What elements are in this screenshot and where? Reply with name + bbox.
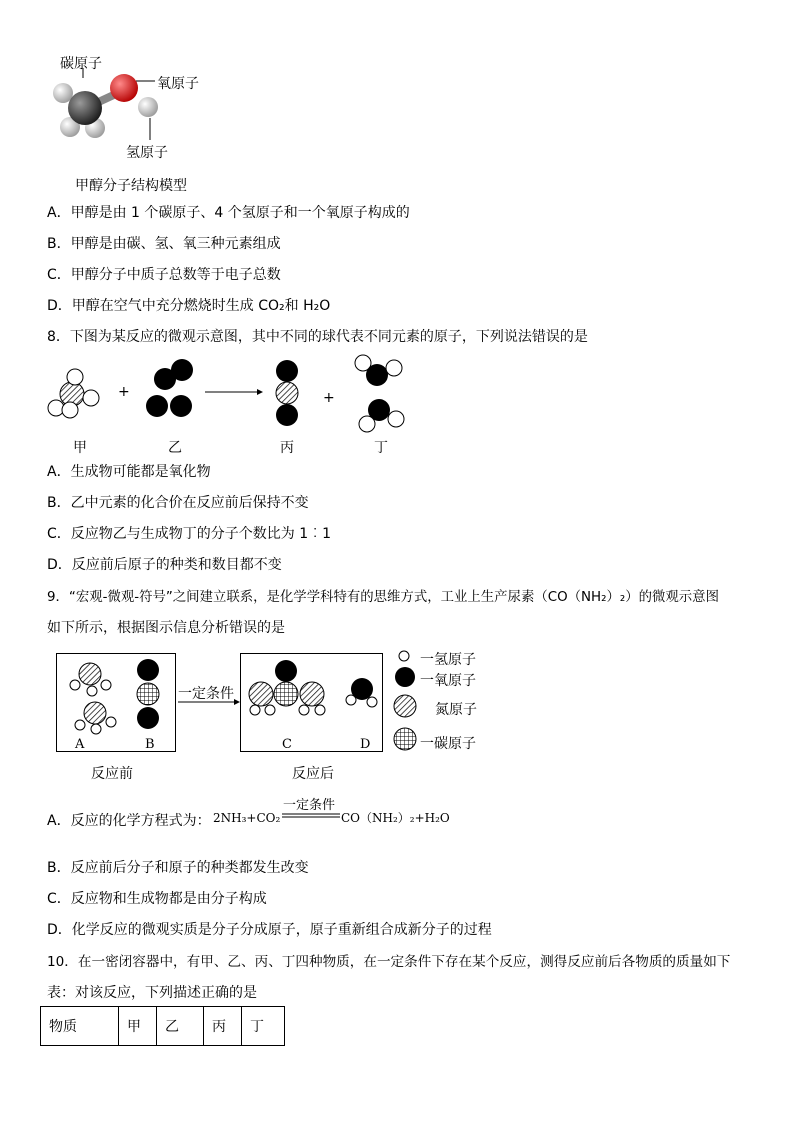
q7-option-b: B．甲醇是由碳、氢、氧三种元素组成 [47, 236, 281, 252]
label-oxygen-atom: 氧原子 [157, 76, 199, 92]
q8-option-d: D．反应前后原子的种类和数目都不变 [47, 557, 282, 573]
q9-equation-double-line [282, 813, 342, 819]
q7-option-d: D．甲醇在空气中充分燃烧时生成 CO₂和 H₂O [47, 298, 331, 314]
q8-option-a: A．生成物可能都是氧化物 [47, 464, 211, 480]
q9-label-b: B [145, 737, 155, 752]
q8-label-bing: 丙 [280, 440, 294, 456]
q10-stem-line2: 表：对该反应，下列描述正确的是 [47, 985, 257, 1001]
table-cell-ding: 丁 [242, 1007, 285, 1046]
q9-label-c: C [282, 737, 292, 752]
q9-stem-line2: 如下所示，根据图示信息分析错误的是 [47, 620, 285, 636]
q8-label-ding: 丁 [374, 440, 388, 456]
label-carbon-atom: 碳原子 [60, 56, 102, 72]
q9-caption-before: 反应前 [91, 766, 133, 782]
q8-label-jia: 甲 [73, 440, 87, 456]
q7-option-c: C．甲醇分子中质子总数等于电子总数 [47, 267, 281, 283]
table-cell-yi: 乙 [157, 1007, 204, 1046]
q9-legend-nitrogen: 氮原子 [435, 702, 477, 718]
q9-condition-label: 一定条件 [178, 686, 234, 702]
q9-legend-oxygen: 一氧原子 [420, 673, 476, 689]
q8-stem: 8．下图为某反应的微观示意图，其中不同的球代表不同元素的原子，下列说法错误的是 [47, 329, 588, 345]
table-cell-substance: 物质 [41, 1007, 119, 1046]
methanol-caption: 甲醇分子结构模型 [75, 178, 187, 194]
q8-option-c: C．反应物乙与生成物丁的分子个数比为 1︰1 [47, 526, 332, 542]
q8-reaction-diagram [0, 350, 420, 440]
label-hydrogen-atom: 氢原子 [126, 145, 168, 161]
q9-label-d: D [360, 737, 371, 752]
table-cell-bing: 丙 [204, 1007, 242, 1046]
q9-caption-after: 反应后 [292, 766, 334, 782]
q9-equation-right: CO（NH₂）₂+H₂O [341, 811, 450, 825]
q9-label-a: A [75, 737, 85, 752]
q9-option-c: C．反应物和生成物都是由分子构成 [47, 891, 267, 907]
q7-option-a: A．甲醇是由 1 个碳原子、4 个氢原子和一个氧原子构成的 [47, 205, 410, 221]
q9-equation-condition: 一定条件 [283, 798, 336, 813]
table-cell-jia: 甲 [119, 1007, 157, 1046]
q9-stem-line1: 9．“宏观-微观-符号”之间建立联系，是化学学科特有的思维方式，工业上生产尿素（CO（NH₂）₂）的微观示意图 [47, 590, 719, 605]
q9-option-b: B．反应前后分子和原子的种类都发生改变 [47, 860, 309, 876]
q9-equation-left: 2NH₃+CO₂ [213, 811, 281, 825]
q9-option-a-prefix: A．反应的化学方程式为： [47, 813, 211, 829]
q10-stem-line1: 10．在一密闭容器中，有甲、乙、丙、丁四种物质，在一定条件下存在某个反应，测得反应前后各物质的质量如下 [47, 954, 731, 970]
methanol-model-diagram [0, 0, 220, 180]
q9-legend-hydrogen: 一氢原子 [420, 652, 476, 668]
table-header-row [41, 1007, 285, 1046]
q8-plus-2: + [323, 390, 335, 406]
q8-option-b: B．乙中元素的化合价在反应前后保持不变 [47, 495, 309, 511]
q9-legend-carbon: 一碳原子 [420, 736, 476, 752]
q8-plus-1: + [118, 384, 130, 400]
q8-label-yi: 乙 [168, 440, 182, 456]
q9-option-d: D．化学反应的微观实质是分子分成原子，原子重新组合成新分子的过程 [47, 922, 492, 938]
q10-mass-table [40, 1006, 285, 1046]
